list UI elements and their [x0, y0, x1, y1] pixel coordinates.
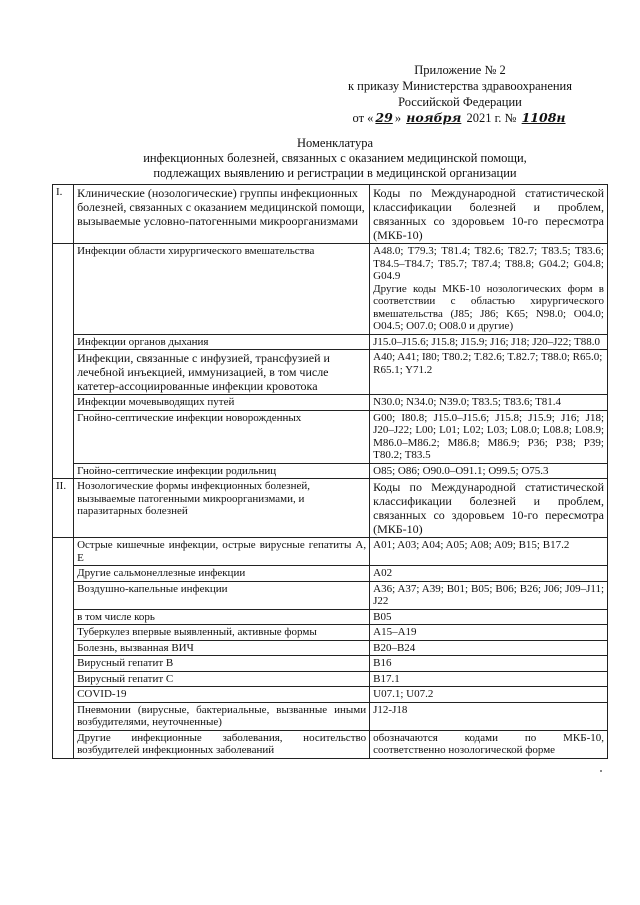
table-row	[53, 581, 608, 609]
row-code: обозначаются кодами по МКБ-10, соответственно нозологической форме	[370, 730, 608, 758]
section-spacer	[53, 244, 74, 479]
row-code: O85; O86; O90.0–O91.1; O99.5; O75.3	[370, 463, 608, 479]
table-row	[53, 244, 608, 335]
row-name: Пневмонии (вирусные, бактериальные, вызванные иными возбудителями, неуточненные)	[74, 702, 370, 730]
appendix-number: Приложение № 2	[414, 63, 506, 77]
table-row	[53, 538, 608, 566]
appendix-order-line: к приказу Министерства здравоохранения	[347, 79, 572, 93]
section-spacer	[53, 538, 74, 759]
table-row	[53, 687, 608, 703]
row-code: J15.0–J15.6; J15.8; J15.9; J16; J18; J20–J22; T88.0	[370, 334, 608, 350]
table-row	[53, 640, 608, 656]
table-row	[53, 730, 608, 758]
section-header-row	[53, 185, 608, 244]
row-code: A02	[370, 566, 608, 582]
table-row	[53, 350, 608, 395]
section-code-header: Коды по Международной статистической классификации болезней и проблем, связанных со здоровьем 10-го пересмотра (МКБ-10)	[370, 185, 608, 244]
table-row	[53, 395, 608, 411]
section-header-row	[53, 479, 608, 538]
table-row	[53, 656, 608, 672]
title-line-3: подлежащих выявлению и регистрации в медицинской организации	[153, 166, 517, 180]
row-name: Инфекции, связанные с инфузией, трансфузией и лечебной инъекцией, иммунизацией, в том числе катетер-ассоциированные инфекции кровотока	[74, 350, 370, 395]
order-date-line	[330, 110, 590, 126]
row-code: B16	[370, 656, 608, 672]
row-code: B20–B24	[370, 640, 608, 656]
row-name: COVID-19	[74, 687, 370, 703]
row-name: Инфекции органов дыхания	[74, 334, 370, 350]
row-name: Инфекции области хирургического вмешательства	[74, 244, 370, 335]
row-name: Болезнь, вызванная ВИЧ	[74, 640, 370, 656]
row-name: Другие сальмонеллезные инфекции	[74, 566, 370, 582]
row-code-secondary: Другие коды МКБ-10 нозологических форм в соответствии с областью хирургического вмешательства (J85; J86; K65; N98.0; O04.0; O04.5; O07.0; O08.0 и другие)	[373, 282, 604, 332]
row-code: N30.0; N34.0; N39.0; T83.5; T83.6; T81.4	[370, 395, 608, 411]
row-code: B17.1	[370, 671, 608, 687]
row-code: U07.1; U07.2	[370, 687, 608, 703]
row-name: Вирусный гепатит С	[74, 671, 370, 687]
table-row	[53, 463, 608, 479]
table-row	[53, 410, 608, 463]
row-name: Воздушно-капельные инфекции	[74, 581, 370, 609]
table-row	[53, 625, 608, 641]
nomenclature-table	[52, 184, 608, 759]
row-code	[370, 244, 608, 335]
order-year: 2021 г. №	[463, 111, 520, 125]
order-month: ноября	[406, 110, 462, 125]
table-row	[53, 334, 608, 350]
section-name: Нозологические формы инфекционных болезней, вызываемые патогенными микроорганизмами, и паразитарных болезней	[74, 479, 370, 538]
row-code: A01; A03; A04; A05; A08; A09; B15; B17.2	[370, 538, 608, 566]
table-row	[53, 702, 608, 730]
row-code-primary: A48.0; T79.3; T81.4; T82.6; T82.7; T83.5; T83.6; T84.5–T84.7; T85.7; T87.4; T88.8; G04.2; G04.8; G04.9	[373, 245, 604, 282]
appendix-header	[330, 62, 590, 126]
section-code-header: Коды по Международной статистической классификации болезней и проблем, связанных со здоровьем 10-го пересмотра (МКБ-10)	[370, 479, 608, 538]
row-name: в том числе корь	[74, 609, 370, 625]
document-title	[60, 136, 610, 181]
order-number: 1108н	[521, 110, 566, 125]
row-name: Инфекции мочевыводящих путей	[74, 395, 370, 411]
title-line-1: Номенклатура	[296, 136, 374, 150]
section-number: II.	[53, 479, 74, 538]
row-code: J12-J18	[370, 702, 608, 730]
appendix-country-line: Российской Федерации	[398, 95, 522, 109]
row-name: Гнойно-септические инфекции новорожденных	[74, 410, 370, 463]
row-code: A36; A37; A39; B01; B05; B06; B26; J06; J09–J11; J22	[370, 581, 608, 609]
section-number: I.	[53, 185, 74, 244]
row-code: A15–A19	[370, 625, 608, 641]
row-name: Острые кишечные инфекции, острые вирусные гепатиты А, Е	[74, 538, 370, 566]
table-row	[53, 671, 608, 687]
row-code: B05	[370, 609, 608, 625]
row-name: Другие инфекционные заболевания, носительство возбудителей инфекционных заболеваний	[74, 730, 370, 758]
row-code: G00; I80.8; J15.0–J15.6; J15.8; J15.9; J16; J18; J20–J22; L00; L01; L02; L03; L08.0; L08.8; L08.9; M86.0–M86.2; M86.8; M86.9; P36; P38; P39; T80.2; T83.5	[370, 410, 608, 463]
row-name: Туберкулез впервые выявленный, активные формы	[74, 625, 370, 641]
section-name: Клинические (нозологические) группы инфекционных болезней, связанных с оказанием медицинской помощи, вызываемые условно-патогенными микроорганизмами	[74, 185, 370, 244]
row-name: Вирусный гепатит В	[74, 656, 370, 672]
date-mid: »	[394, 111, 405, 125]
title-line-2: инфекционных болезней, связанных с оказанием медицинской помощи,	[143, 151, 527, 165]
scan-dot	[600, 770, 602, 772]
row-name: Гнойно-септические инфекции родильниц	[74, 463, 370, 479]
order-day: 29	[375, 110, 393, 125]
table-row	[53, 609, 608, 625]
table-row	[53, 566, 608, 582]
date-prefix: от «	[352, 111, 374, 125]
row-code: A40; A41; I80; T80.2; T.82.6; T.82.7; T88.0; R65.0; R65.1; Y71.2	[370, 350, 608, 395]
